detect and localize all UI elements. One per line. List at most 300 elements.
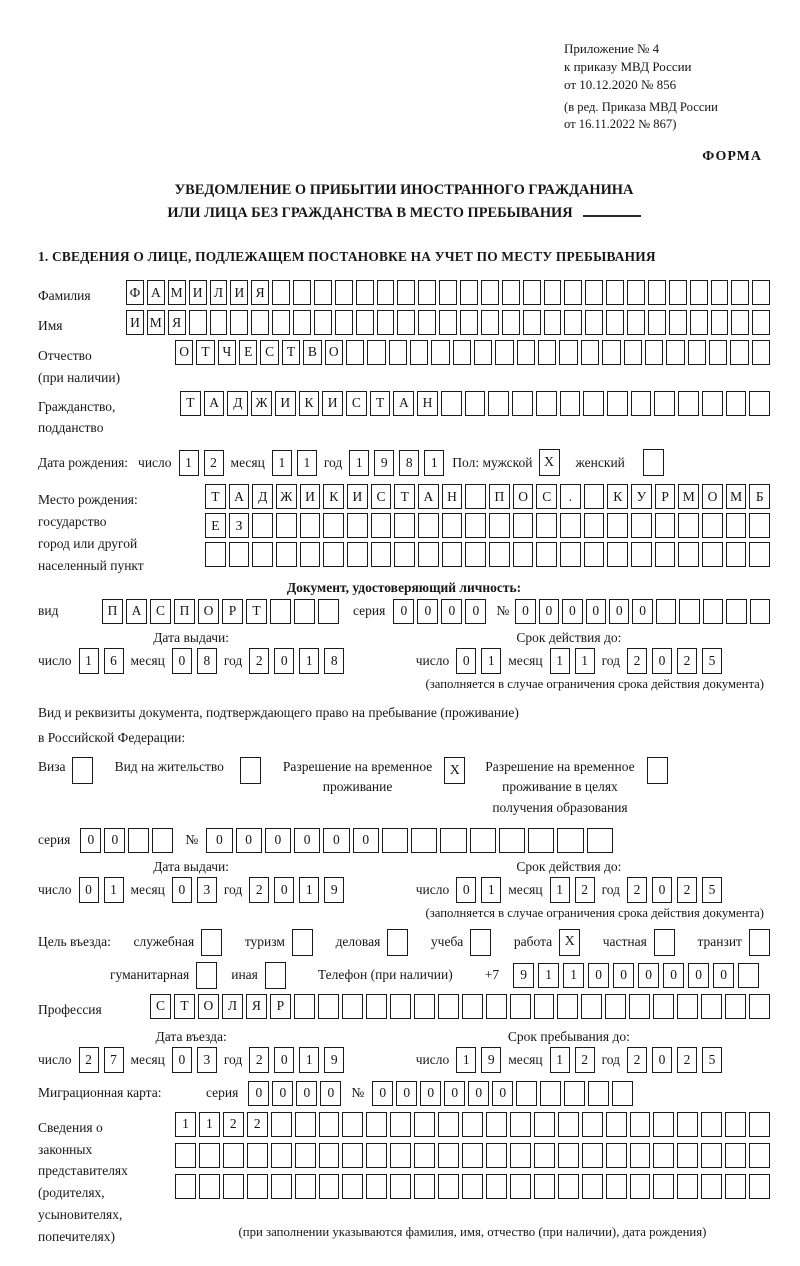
- issue-day-cell[interactable]: 0: [79, 877, 99, 903]
- migration-number-cell[interactable]: 0: [396, 1081, 417, 1106]
- profession-cell[interactable]: [701, 994, 722, 1019]
- legal-reps-cell[interactable]: [342, 1174, 363, 1199]
- migration-series-cell[interactable]: 0: [296, 1081, 317, 1106]
- birthplace-cell[interactable]: К: [607, 484, 628, 509]
- legal-reps-cell[interactable]: [510, 1112, 531, 1137]
- legal-reps-cell[interactable]: [223, 1143, 244, 1168]
- issue-month-cell[interactable]: 8: [197, 648, 217, 674]
- entry-year-cell[interactable]: 0: [274, 1047, 294, 1073]
- birthplace-cell[interactable]: [323, 513, 344, 538]
- citizenship-cell[interactable]: А: [204, 391, 225, 416]
- legal-reps-cell[interactable]: [390, 1143, 411, 1168]
- birthplace-cell[interactable]: И: [300, 484, 321, 509]
- birthplace-cell[interactable]: [536, 542, 557, 567]
- residence-number-cell[interactable]: 0: [206, 828, 232, 853]
- firstname-cell[interactable]: [481, 310, 499, 335]
- legal-reps-cell[interactable]: [606, 1112, 627, 1137]
- birthplace-cell[interactable]: [560, 513, 581, 538]
- firstname-cell[interactable]: [690, 310, 708, 335]
- firstname-cell[interactable]: [439, 310, 457, 335]
- legal-reps-cell[interactable]: [534, 1174, 555, 1199]
- legal-reps-cell[interactable]: [247, 1174, 268, 1199]
- stay-month-cell[interactable]: 1: [550, 1047, 570, 1073]
- phone-digit-cell[interactable]: 9: [513, 963, 534, 988]
- temporary-residence-checkbox-cell[interactable]: X: [444, 757, 465, 784]
- legal-reps-cell[interactable]: [271, 1174, 292, 1199]
- citizenship-cell[interactable]: [678, 391, 699, 416]
- checkbox-chastnaya-cell[interactable]: [654, 929, 675, 956]
- migration-number-cell[interactable]: [612, 1081, 633, 1106]
- patronymic-cell[interactable]: [752, 340, 770, 365]
- until-day-cell[interactable]: 0: [456, 648, 476, 674]
- issue-year-cell[interactable]: 1: [299, 877, 319, 903]
- profession-cell[interactable]: [486, 994, 507, 1019]
- birthplace-cell[interactable]: А: [229, 484, 250, 509]
- citizenship-cell[interactable]: [488, 391, 509, 416]
- issue-year-cell[interactable]: 8: [324, 648, 344, 674]
- legal-reps-cell[interactable]: [606, 1174, 627, 1199]
- firstname-cell[interactable]: [377, 310, 395, 335]
- legal-reps-cell[interactable]: [725, 1112, 746, 1137]
- birthplace-cell[interactable]: [489, 513, 510, 538]
- citizenship-cell[interactable]: [560, 391, 581, 416]
- patronymic-cell[interactable]: [581, 340, 599, 365]
- residence-number-cell[interactable]: 0: [236, 828, 262, 853]
- doc-number-cell[interactable]: 0: [515, 599, 535, 624]
- surname-cell[interactable]: И: [230, 280, 248, 305]
- birthplace-cell[interactable]: [418, 542, 439, 567]
- until-year-cell[interactable]: 5: [702, 648, 722, 674]
- doc-kind-cell[interactable]: О: [198, 599, 219, 624]
- until-year-cell[interactable]: 2: [677, 877, 697, 903]
- profession-cell[interactable]: [629, 994, 650, 1019]
- birthplace-cell[interactable]: Д: [252, 484, 273, 509]
- birthplace-cell[interactable]: Е: [205, 513, 226, 538]
- birthplace-cell[interactable]: [300, 513, 321, 538]
- doc-number-cell[interactable]: 0: [539, 599, 559, 624]
- legal-reps-cell[interactable]: [462, 1112, 483, 1137]
- birthplace-cell[interactable]: [252, 542, 273, 567]
- legal-reps-cell[interactable]: [534, 1112, 555, 1137]
- firstname-cell[interactable]: [356, 310, 374, 335]
- residence-number-cell[interactable]: 0: [353, 828, 379, 853]
- doc-kind-cell[interactable]: [270, 599, 291, 624]
- legal-reps-cell[interactable]: [630, 1143, 651, 1168]
- patronymic-cell[interactable]: [431, 340, 449, 365]
- legal-reps-cell[interactable]: [414, 1174, 435, 1199]
- birthplace-cell[interactable]: [252, 513, 273, 538]
- birthplace-cell[interactable]: М: [726, 484, 747, 509]
- checkbox-tranzit-cell[interactable]: [749, 929, 770, 956]
- residence-number-cell[interactable]: 0: [265, 828, 291, 853]
- phone-digit-cell[interactable]: 1: [538, 963, 559, 988]
- migration-number-cell[interactable]: 0: [444, 1081, 465, 1106]
- birthplace-cell[interactable]: [631, 542, 652, 567]
- issue-day-cell[interactable]: 1: [79, 648, 99, 674]
- firstname-cell[interactable]: [564, 310, 582, 335]
- doc-number-cell[interactable]: [726, 599, 746, 624]
- migration-series-cell[interactable]: 0: [248, 1081, 269, 1106]
- birthplace-cell[interactable]: А: [418, 484, 439, 509]
- until-year-cell[interactable]: 0: [652, 648, 672, 674]
- doc-kind-cell[interactable]: П: [174, 599, 195, 624]
- issue-day-cell[interactable]: 1: [104, 877, 124, 903]
- doc-kind-cell[interactable]: [294, 599, 315, 624]
- issue-month-cell[interactable]: 0: [172, 877, 192, 903]
- citizenship-cell[interactable]: [702, 391, 723, 416]
- firstname-cell[interactable]: [272, 310, 290, 335]
- until-year-cell[interactable]: 5: [702, 877, 722, 903]
- birthplace-cell[interactable]: [394, 513, 415, 538]
- entry-month-cell[interactable]: 0: [172, 1047, 192, 1073]
- legal-reps-cell[interactable]: [199, 1143, 220, 1168]
- patronymic-cell[interactable]: [367, 340, 385, 365]
- legal-reps-cell[interactable]: [558, 1174, 579, 1199]
- patronymic-cell[interactable]: [538, 340, 556, 365]
- firstname-cell[interactable]: [189, 310, 207, 335]
- firstname-cell[interactable]: [293, 310, 311, 335]
- legal-reps-cell[interactable]: [366, 1112, 387, 1137]
- residence-number-cell[interactable]: [382, 828, 408, 853]
- birthplace-cell[interactable]: [465, 513, 486, 538]
- sex-male-checkbox-cell[interactable]: X: [539, 449, 560, 476]
- birthplace-cell[interactable]: М: [678, 484, 699, 509]
- birthplace-cell[interactable]: [229, 542, 250, 567]
- profession-cell[interactable]: [414, 994, 435, 1019]
- checkbox-turizm-cell[interactable]: [292, 929, 313, 956]
- issue-year-cell[interactable]: 2: [249, 648, 269, 674]
- legal-reps-cell[interactable]: [749, 1143, 770, 1168]
- legal-reps-cell[interactable]: [677, 1174, 698, 1199]
- legal-reps-cell[interactable]: [295, 1112, 316, 1137]
- citizenship-cell[interactable]: Т: [180, 391, 201, 416]
- birthplace-cell[interactable]: .: [560, 484, 581, 509]
- firstname-cell[interactable]: [544, 310, 562, 335]
- legal-reps-cell[interactable]: [653, 1143, 674, 1168]
- legal-reps-cell[interactable]: [510, 1143, 531, 1168]
- surname-cell[interactable]: [418, 280, 436, 305]
- legal-reps-cell[interactable]: [295, 1174, 316, 1199]
- migration-number-cell[interactable]: 0: [372, 1081, 393, 1106]
- birth-month-cell[interactable]: 1: [297, 450, 317, 476]
- surname-cell[interactable]: Я: [251, 280, 269, 305]
- doc-series-cell[interactable]: 0: [465, 599, 486, 624]
- stay-year-cell[interactable]: 2: [677, 1047, 697, 1073]
- legal-reps-cell[interactable]: [725, 1174, 746, 1199]
- legal-reps-cell[interactable]: [271, 1112, 292, 1137]
- issue-year-cell[interactable]: 0: [274, 877, 294, 903]
- doc-kind-cell[interactable]: Р: [222, 599, 243, 624]
- birthplace-cell[interactable]: О: [513, 484, 534, 509]
- checkbox-sluzhebnaya-cell[interactable]: [201, 929, 222, 956]
- doc-number-cell[interactable]: [703, 599, 723, 624]
- migration-number-cell[interactable]: 0: [468, 1081, 489, 1106]
- profession-cell[interactable]: О: [198, 994, 219, 1019]
- surname-cell[interactable]: М: [168, 280, 186, 305]
- profession-cell[interactable]: [342, 994, 363, 1019]
- profession-cell[interactable]: [462, 994, 483, 1019]
- surname-cell[interactable]: [481, 280, 499, 305]
- surname-cell[interactable]: [397, 280, 415, 305]
- doc-number-cell[interactable]: [750, 599, 770, 624]
- legal-reps-cell[interactable]: [486, 1112, 507, 1137]
- birthplace-cell[interactable]: С: [536, 484, 557, 509]
- legal-reps-cell[interactable]: [414, 1143, 435, 1168]
- legal-reps-cell[interactable]: [630, 1174, 651, 1199]
- legal-reps-cell[interactable]: [701, 1174, 722, 1199]
- checkbox-ucheba-cell[interactable]: [470, 929, 491, 956]
- profession-cell[interactable]: [438, 994, 459, 1019]
- residence-number-cell[interactable]: [557, 828, 583, 853]
- patronymic-cell[interactable]: В: [303, 340, 321, 365]
- doc-kind-cell[interactable]: [318, 599, 339, 624]
- stay-year-cell[interactable]: 5: [702, 1047, 722, 1073]
- firstname-cell[interactable]: [648, 310, 666, 335]
- entry-year-cell[interactable]: 1: [299, 1047, 319, 1073]
- residence-number-cell[interactable]: [587, 828, 613, 853]
- legal-reps-cell[interactable]: [462, 1174, 483, 1199]
- patronymic-cell[interactable]: [517, 340, 535, 365]
- doc-kind-cell[interactable]: Т: [246, 599, 267, 624]
- surname-cell[interactable]: Ф: [126, 280, 144, 305]
- until-month-cell[interactable]: 1: [550, 648, 570, 674]
- patronymic-cell[interactable]: [602, 340, 620, 365]
- profession-cell[interactable]: [534, 994, 555, 1019]
- birthplace-cell[interactable]: Ж: [276, 484, 297, 509]
- legal-reps-cell[interactable]: 1: [175, 1112, 196, 1137]
- legal-reps-cell[interactable]: [558, 1143, 579, 1168]
- migration-number-cell[interactable]: 0: [420, 1081, 441, 1106]
- issue-year-cell[interactable]: 2: [249, 877, 269, 903]
- firstname-cell[interactable]: [585, 310, 603, 335]
- legal-reps-cell[interactable]: [486, 1143, 507, 1168]
- legal-reps-cell[interactable]: [366, 1174, 387, 1199]
- citizenship-cell[interactable]: А: [393, 391, 414, 416]
- surname-cell[interactable]: [731, 280, 749, 305]
- citizenship-cell[interactable]: Ж: [251, 391, 272, 416]
- patronymic-cell[interactable]: [688, 340, 706, 365]
- surname-cell[interactable]: [585, 280, 603, 305]
- doc-number-cell[interactable]: 0: [632, 599, 652, 624]
- citizenship-cell[interactable]: [749, 391, 770, 416]
- until-day-cell[interactable]: 1: [481, 877, 501, 903]
- citizenship-cell[interactable]: К: [299, 391, 320, 416]
- until-month-cell[interactable]: 2: [575, 877, 595, 903]
- patronymic-cell[interactable]: [730, 340, 748, 365]
- doc-number-cell[interactable]: 0: [609, 599, 629, 624]
- legal-reps-cell[interactable]: [725, 1143, 746, 1168]
- legal-reps-cell[interactable]: [247, 1143, 268, 1168]
- firstname-cell[interactable]: [627, 310, 645, 335]
- doc-series-cell[interactable]: 0: [393, 599, 414, 624]
- patronymic-cell[interactable]: Е: [239, 340, 257, 365]
- patronymic-cell[interactable]: [666, 340, 684, 365]
- birthplace-cell[interactable]: У: [631, 484, 652, 509]
- stay-day-cell[interactable]: 9: [481, 1047, 501, 1073]
- birthplace-cell[interactable]: С: [371, 484, 392, 509]
- legal-reps-cell[interactable]: [175, 1143, 196, 1168]
- birthplace-cell[interactable]: [678, 513, 699, 538]
- citizenship-cell[interactable]: [631, 391, 652, 416]
- visa-checkbox-cell[interactable]: [72, 757, 93, 784]
- checkbox-inaya-cell[interactable]: [265, 962, 286, 989]
- citizenship-cell[interactable]: И: [322, 391, 343, 416]
- birthplace-cell[interactable]: [513, 513, 534, 538]
- surname-cell[interactable]: [377, 280, 395, 305]
- birthplace-cell[interactable]: [489, 542, 510, 567]
- residence-permit-checkbox-cell[interactable]: [240, 757, 261, 784]
- legal-reps-cell[interactable]: [438, 1143, 459, 1168]
- profession-cell[interactable]: [605, 994, 626, 1019]
- birthplace-cell[interactable]: [702, 513, 723, 538]
- doc-number-cell[interactable]: [656, 599, 676, 624]
- firstname-cell[interactable]: [731, 310, 749, 335]
- profession-cell[interactable]: [557, 994, 578, 1019]
- legal-reps-cell[interactable]: [701, 1112, 722, 1137]
- doc-kind-cell[interactable]: П: [102, 599, 123, 624]
- patronymic-cell[interactable]: [624, 340, 642, 365]
- birthplace-cell[interactable]: [655, 513, 676, 538]
- legal-reps-cell[interactable]: [462, 1143, 483, 1168]
- entry-year-cell[interactable]: 9: [324, 1047, 344, 1073]
- entry-day-cell[interactable]: 7: [104, 1047, 124, 1073]
- firstname-cell[interactable]: [314, 310, 332, 335]
- legal-reps-cell[interactable]: [558, 1112, 579, 1137]
- patronymic-cell[interactable]: Т: [282, 340, 300, 365]
- birth-year-cell[interactable]: 8: [399, 450, 419, 476]
- patronymic-cell[interactable]: [410, 340, 428, 365]
- issue-year-cell[interactable]: 1: [299, 648, 319, 674]
- citizenship-cell[interactable]: Н: [417, 391, 438, 416]
- surname-cell[interactable]: [335, 280, 353, 305]
- firstname-cell[interactable]: [523, 310, 541, 335]
- residence-series-cell[interactable]: [128, 828, 149, 853]
- until-month-cell[interactable]: 1: [575, 648, 595, 674]
- patronymic-cell[interactable]: [474, 340, 492, 365]
- birth-year-cell[interactable]: 9: [374, 450, 394, 476]
- citizenship-cell[interactable]: С: [346, 391, 367, 416]
- stay-month-cell[interactable]: 2: [575, 1047, 595, 1073]
- surname-cell[interactable]: [564, 280, 582, 305]
- firstname-cell[interactable]: [335, 310, 353, 335]
- surname-cell[interactable]: [502, 280, 520, 305]
- citizenship-cell[interactable]: [654, 391, 675, 416]
- profession-cell[interactable]: Р: [270, 994, 291, 1019]
- firstname-cell[interactable]: [606, 310, 624, 335]
- legal-reps-cell[interactable]: [342, 1143, 363, 1168]
- birthplace-cell[interactable]: [655, 542, 676, 567]
- profession-cell[interactable]: [510, 994, 531, 1019]
- citizenship-cell[interactable]: Т: [370, 391, 391, 416]
- birthplace-cell[interactable]: [371, 542, 392, 567]
- firstname-cell[interactable]: И: [126, 310, 144, 335]
- residence-number-cell[interactable]: [440, 828, 466, 853]
- legal-reps-cell[interactable]: [653, 1174, 674, 1199]
- until-day-cell[interactable]: 0: [456, 877, 476, 903]
- legal-reps-cell[interactable]: [319, 1174, 340, 1199]
- issue-month-cell[interactable]: 3: [197, 877, 217, 903]
- profession-cell[interactable]: [366, 994, 387, 1019]
- birthplace-cell[interactable]: [394, 542, 415, 567]
- birthplace-cell[interactable]: [442, 542, 463, 567]
- checkbox-gumanitarnaya-cell[interactable]: [196, 962, 217, 989]
- patronymic-cell[interactable]: [559, 340, 577, 365]
- legal-reps-cell[interactable]: [438, 1174, 459, 1199]
- profession-cell[interactable]: [725, 994, 746, 1019]
- patronymic-cell[interactable]: [389, 340, 407, 365]
- birthplace-cell[interactable]: [276, 513, 297, 538]
- firstname-cell[interactable]: [669, 310, 687, 335]
- legal-reps-cell[interactable]: [606, 1143, 627, 1168]
- residence-series-cell[interactable]: 0: [80, 828, 101, 853]
- birthplace-cell[interactable]: [205, 542, 226, 567]
- surname-cell[interactable]: [439, 280, 457, 305]
- birthplace-cell[interactable]: [347, 513, 368, 538]
- birthplace-cell[interactable]: [584, 484, 605, 509]
- doc-kind-cell[interactable]: А: [126, 599, 147, 624]
- until-year-cell[interactable]: 2: [627, 877, 647, 903]
- citizenship-cell[interactable]: [583, 391, 604, 416]
- patronymic-cell[interactable]: Т: [196, 340, 214, 365]
- until-year-cell[interactable]: 0: [652, 877, 672, 903]
- surname-cell[interactable]: [314, 280, 332, 305]
- legal-reps-cell[interactable]: [414, 1112, 435, 1137]
- birthplace-cell[interactable]: [702, 542, 723, 567]
- legal-reps-cell[interactable]: [486, 1174, 507, 1199]
- temporary-residence-education-checkbox-cell[interactable]: [647, 757, 668, 784]
- birthplace-cell[interactable]: [418, 513, 439, 538]
- until-year-cell[interactable]: 2: [677, 648, 697, 674]
- doc-series-cell[interactable]: 0: [441, 599, 462, 624]
- profession-cell[interactable]: Я: [246, 994, 267, 1019]
- legal-reps-cell[interactable]: [175, 1174, 196, 1199]
- until-month-cell[interactable]: 1: [550, 877, 570, 903]
- citizenship-cell[interactable]: [536, 391, 557, 416]
- residence-number-cell[interactable]: [411, 828, 437, 853]
- legal-reps-cell[interactable]: [390, 1112, 411, 1137]
- legal-reps-cell[interactable]: [295, 1143, 316, 1168]
- residence-number-cell[interactable]: [499, 828, 525, 853]
- citizenship-cell[interactable]: [465, 391, 486, 416]
- migration-number-cell[interactable]: [564, 1081, 585, 1106]
- migration-number-cell[interactable]: [540, 1081, 561, 1106]
- phone-digit-cell[interactable]: 0: [638, 963, 659, 988]
- birthplace-cell[interactable]: [276, 542, 297, 567]
- legal-reps-cell[interactable]: [510, 1174, 531, 1199]
- profession-cell[interactable]: С: [150, 994, 171, 1019]
- surname-cell[interactable]: [711, 280, 729, 305]
- birth-day-cell[interactable]: 2: [204, 450, 224, 476]
- firstname-cell[interactable]: [752, 310, 770, 335]
- surname-cell[interactable]: И: [189, 280, 207, 305]
- legal-reps-cell[interactable]: 2: [223, 1112, 244, 1137]
- birthplace-cell[interactable]: [536, 513, 557, 538]
- patronymic-cell[interactable]: [346, 340, 364, 365]
- residence-number-cell[interactable]: 0: [323, 828, 349, 853]
- legal-reps-cell[interactable]: [342, 1112, 363, 1137]
- birth-day-cell[interactable]: 1: [179, 450, 199, 476]
- birthplace-cell[interactable]: Р: [655, 484, 676, 509]
- firstname-cell[interactable]: [502, 310, 520, 335]
- issue-year-cell[interactable]: 9: [324, 877, 344, 903]
- phone-digit-cell[interactable]: 0: [613, 963, 634, 988]
- entry-month-cell[interactable]: 3: [197, 1047, 217, 1073]
- migration-series-cell[interactable]: 0: [272, 1081, 293, 1106]
- migration-number-cell[interactable]: 0: [492, 1081, 513, 1106]
- residence-series-cell[interactable]: [152, 828, 173, 853]
- birthplace-cell[interactable]: [607, 542, 628, 567]
- citizenship-cell[interactable]: Д: [227, 391, 248, 416]
